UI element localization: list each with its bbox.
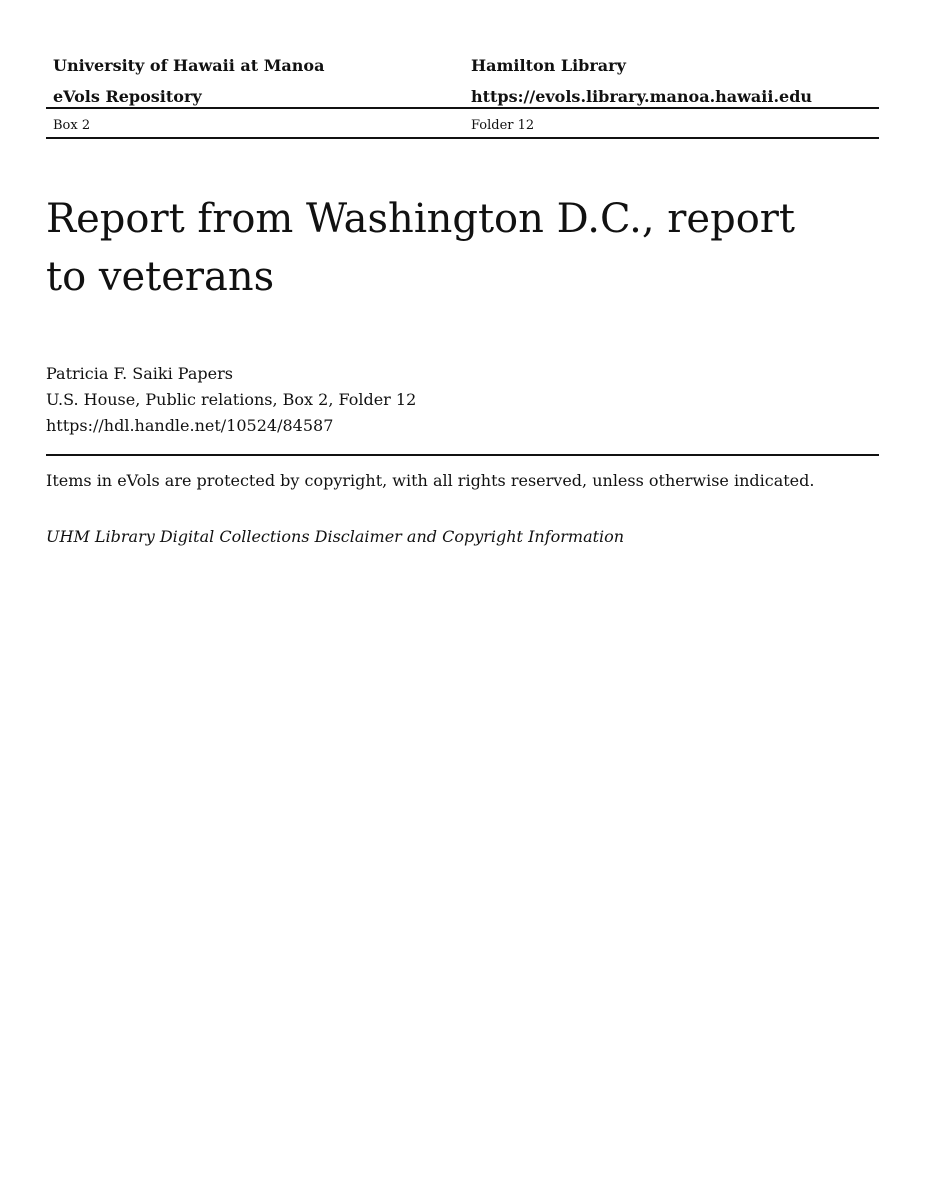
rights-statement: Items in eVols are protected by copyright, with all rights reserved, unless otherwise indicated. — [46, 471, 815, 490]
collection-name: Patricia F. Saiki Papers — [46, 364, 233, 383]
handle-link[interactable]: https://hdl.handle.net/10524/84587 — [46, 416, 334, 435]
repository-name: eVols Repository — [53, 87, 202, 106]
folder-label: Folder 12 — [471, 118, 535, 133]
box-label: Box 2 — [53, 118, 91, 133]
header-divider-bottom — [46, 137, 879, 139]
header-table — [46, 52, 879, 114]
content-divider — [46, 454, 879, 456]
series-location: U.S. House, Public relations, Box 2, Folder 12 — [46, 390, 417, 409]
page-title: Report from Washington D.C., report to veterans — [46, 196, 795, 300]
header-row-repository — [46, 83, 879, 114]
institution-name: University of Hawaii at Manoa — [53, 56, 325, 75]
header-divider-top — [46, 107, 879, 109]
disclaimer-link[interactable]: UHM Library Digital Collections Disclaimer and Copyright Information — [46, 527, 625, 546]
repository-url[interactable]: https://evols.library.manoa.hawaii.edu — [471, 87, 813, 106]
document-metadata — [46, 361, 416, 439]
header-row-institution — [46, 52, 879, 83]
library-name: Hamilton Library — [471, 56, 626, 75]
